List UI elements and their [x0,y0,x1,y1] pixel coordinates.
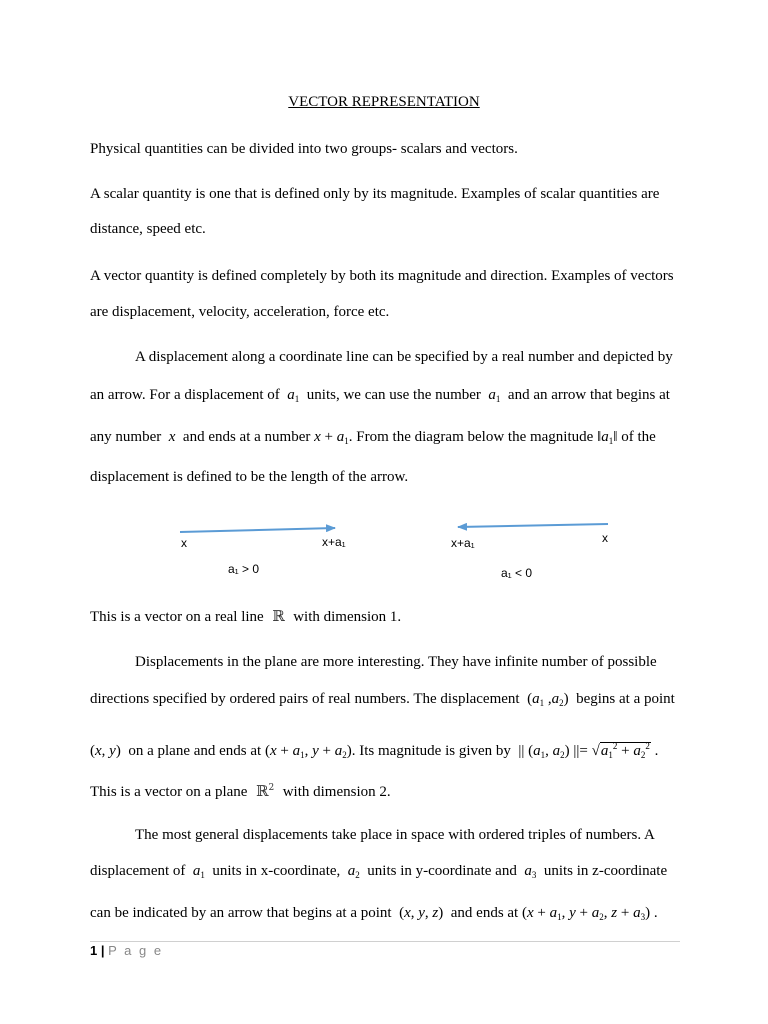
text-fragment: with dimension 2. [282,784,391,800]
text-fragment: begins at a point [576,691,675,707]
text-fragment: an arrow. For a displacement of [90,387,280,403]
paragraph-plane-line-4 [90,778,391,802]
paragraph-scalar-line-2: distance, speed etc. [90,221,206,237]
diagram-label-right-start: x [602,531,608,545]
text-fragment: with dimension 1. [293,609,402,625]
paragraph-intro: Physical quantities can be divided into two groups- scalars and vectors. [90,141,518,157]
diagram-caption-right: a₁ < 0 [501,566,533,580]
text-fragment: of the [621,429,656,445]
paragraph-vector-line-1: A vector quantity is defined completely by both its magnitude and direction. Examples of vectors [90,268,674,284]
arrow-negative [458,524,608,527]
math-norm-a1: $‖a_1‖$ [597,429,618,446]
paragraph-plane-line-1: Displacements in the plane are more interesting. They have infinite number of possible [135,654,657,670]
page-number: 1 [90,943,98,958]
displacement-diagram [0,515,768,545]
paragraph-plane-line-3 [90,736,658,765]
text-fragment: units in x-coordinate, [212,863,341,879]
math-pair-a1-a2: ($a_1$ $,a_2$) [527,691,569,708]
paragraph-space-line-2 [90,861,667,885]
math-point-sum-3d: ($x + a_1$, $y + a_2$, $z + a_3$) . [521,905,658,922]
math-r2-set: ℝ$^2$ [251,782,275,800]
math-a1: $a_1$ [484,387,501,404]
paragraph-displacement-line-2 [90,385,670,409]
page-title: VECTOR REPRESENTATION [288,94,480,110]
text-fragment: units, we can use the number [306,387,481,403]
paragraph-plane-line-2 [90,689,675,713]
text-fragment: displacement of [90,863,186,879]
text-fragment: . Its magnitude is given by [351,743,511,759]
footer-separator: | [100,943,105,958]
math-a2: $a_2$ [344,863,360,880]
paragraph-space-line-3 [90,903,658,927]
page-label: P a g e [108,943,164,958]
paragraph-space-line-1: The most general displacements take place in space with ordered triples of numbers. A [135,827,655,843]
diagram-label-left-end: x+a₁ [322,535,346,549]
text-fragment: and ends at a number [182,429,311,445]
math-a1: $a_1$ [189,863,205,880]
math-a3: $a_3$ [520,863,537,880]
diagram-caption-left: a₁ > 0 [228,562,260,576]
math-x: x [164,429,180,445]
text-fragment: This is a vector on a plane [90,784,248,800]
text-fragment: units in z-coordinate [543,863,668,879]
paragraph-displacement-line-1: A displacement along a coordinate line can be specified by a real number and depicted by [135,349,673,365]
math-point-xy: (x, y) [90,743,121,759]
paragraph-scalar-line-1: A scalar quantity is one that is defined only by its magnitude. Examples of scalar quantities are [90,186,660,202]
diagram-label-left-start: x [181,536,187,550]
text-fragment: and ends at [450,905,519,921]
math-real-set: ℝ [267,607,290,625]
text-fragment: and an arrow that begins at [507,387,670,403]
math-point-sum: ($x + a_1$, $y + a_2$) [264,743,352,760]
diagram-label-right-end: x+a₁ [451,536,475,550]
math-magnitude-formula: || ($a_1$, $a_2$) ||= $√a_1^2 + a_2^2$ . [514,741,659,760]
arrow-positive [180,528,335,532]
text-fragment: This is a vector on a real line [90,609,264,625]
text-fragment: . From the diagram below the magnitude [348,429,594,445]
paragraph-displacement-line-4: displacement is defined to be the length of the arrow. [90,469,409,485]
math-point-xyz: (x, y, z) [399,905,444,921]
text-fragment: directions specified by ordered pairs of real numbers. The displacement [90,691,520,707]
text-fragment: units in y-coordinate and [367,863,517,879]
paragraph-displacement-line-3 [90,427,656,451]
footer-divider [90,941,680,942]
text-fragment: can be indicated by an arrow that begins at a point [90,905,392,921]
math-a1: $a_1$ [283,387,300,404]
page-footer [90,943,163,958]
paragraph-real-line [90,606,401,627]
math-x-plus-a1: $x + a_1$ [314,429,349,446]
text-fragment: any number [90,429,162,445]
paragraph-vector-line-2: are displacement, velocity, acceleration, force etc. [90,304,390,320]
text-fragment: on a plane and ends at [128,743,262,759]
